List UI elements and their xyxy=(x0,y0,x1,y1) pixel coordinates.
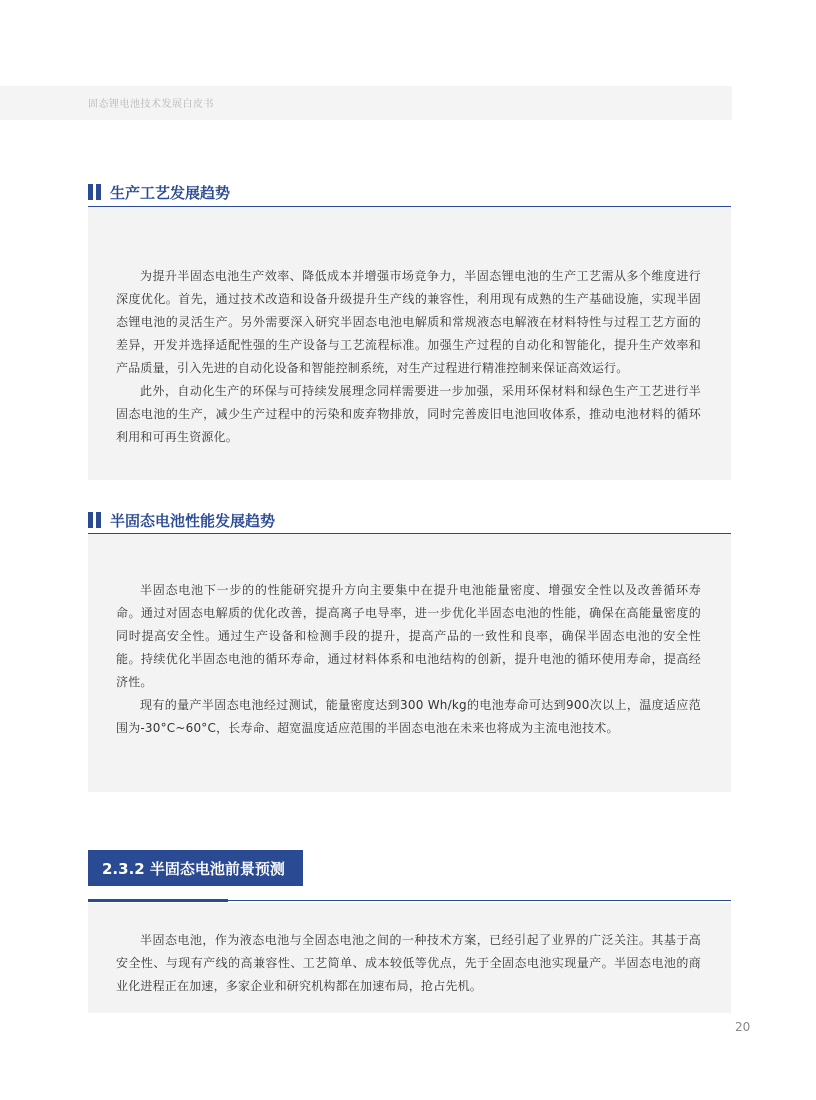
heading-bar-icon xyxy=(88,184,101,200)
subsection-title: 2.3.2 半固态电池前景预测 xyxy=(88,850,303,886)
section-heading-production xyxy=(88,180,230,204)
section-heading-performance xyxy=(88,508,275,532)
page-number: 20 xyxy=(735,1020,751,1034)
paragraph: 此外，自动化生产的环保与可持续发展理念同样需要进一步加强，采用环保材料和绿色生产工艺进行半固态电池的生产，减少生产过程中的污染和废弃物排放，同时完善废旧电池回收体系，推动电池材料的循环利用和可再生资源化。 xyxy=(116,384,701,444)
text-panel-production xyxy=(88,207,731,480)
heading-bar-icon xyxy=(88,512,101,528)
section-title: 生产工艺发展趋势 xyxy=(110,183,231,202)
paragraph: 现有的量产半固态电池经过测试，能量密度达到300 Wh/kg的电池寿命可达到900次以上，温度适应范围为-30°C~60°C，长寿命、超宽温度适应范围的半固态电池在未来也将成为主流电池技术。 xyxy=(116,698,701,735)
paragraph: 半固态电池，作为液态电池与全固态电池之间的一种技术方案，已经引起了业界的广泛关注。其基于高安全性、与现有产线的高兼容性、工艺简单、成本较低等优点，先于全固态电池实现量产。半固态电池的商业化进程正在加速，多家企业和研究机构都在加速布局，抢占先机。 xyxy=(116,933,701,993)
text-panel-outlook xyxy=(88,903,731,1013)
subsection-divider-accent xyxy=(88,899,228,902)
text-panel-performance xyxy=(88,534,731,792)
running-header: 固态锂电池技术发展白皮书 xyxy=(88,99,214,110)
section-title: 半固态电池性能发展趋势 xyxy=(110,511,276,530)
paragraph: 为提升半固态电池生产效率、降低成本并增强市场竞争力，半固态锂电池的生产工艺需从多个维度进行深度优化。首先，通过技术改造和设备升级提升生产线的兼容性，利用现有成熟的生产基础设施，实现半固态锂电池的灵活生产。另外需要深入研究半固态电池电解质和常规液态电解液在材料特性与过程工艺方面的差异，开发并选择适配性强的生产设备与工艺流程标准。加强生产过程的自动化和智能化，提升生产效率和产品质量，引入先进的自动化设备和智能控制系统，对生产过程进行精准控制来保证高效运行。 xyxy=(116,269,701,375)
paragraph: 半固态电池下一步的的性能研究提升方向主要集中在提升电池能量密度、增强安全性以及改善循环寿命。通过对固态电解质的优化改善，提高离子电导率，进一步优化半固态电池的性能，确保在高能量密度的同时提高安全性。通过生产设备和检测手段的提升，提高产品的一致性和良率，确保半固态电池的安全性能。持续优化半固态电池的循环寿命，通过材料体系和电池结构的创新，提升电池的循环使用寿命，提高经济性。 xyxy=(116,583,701,689)
